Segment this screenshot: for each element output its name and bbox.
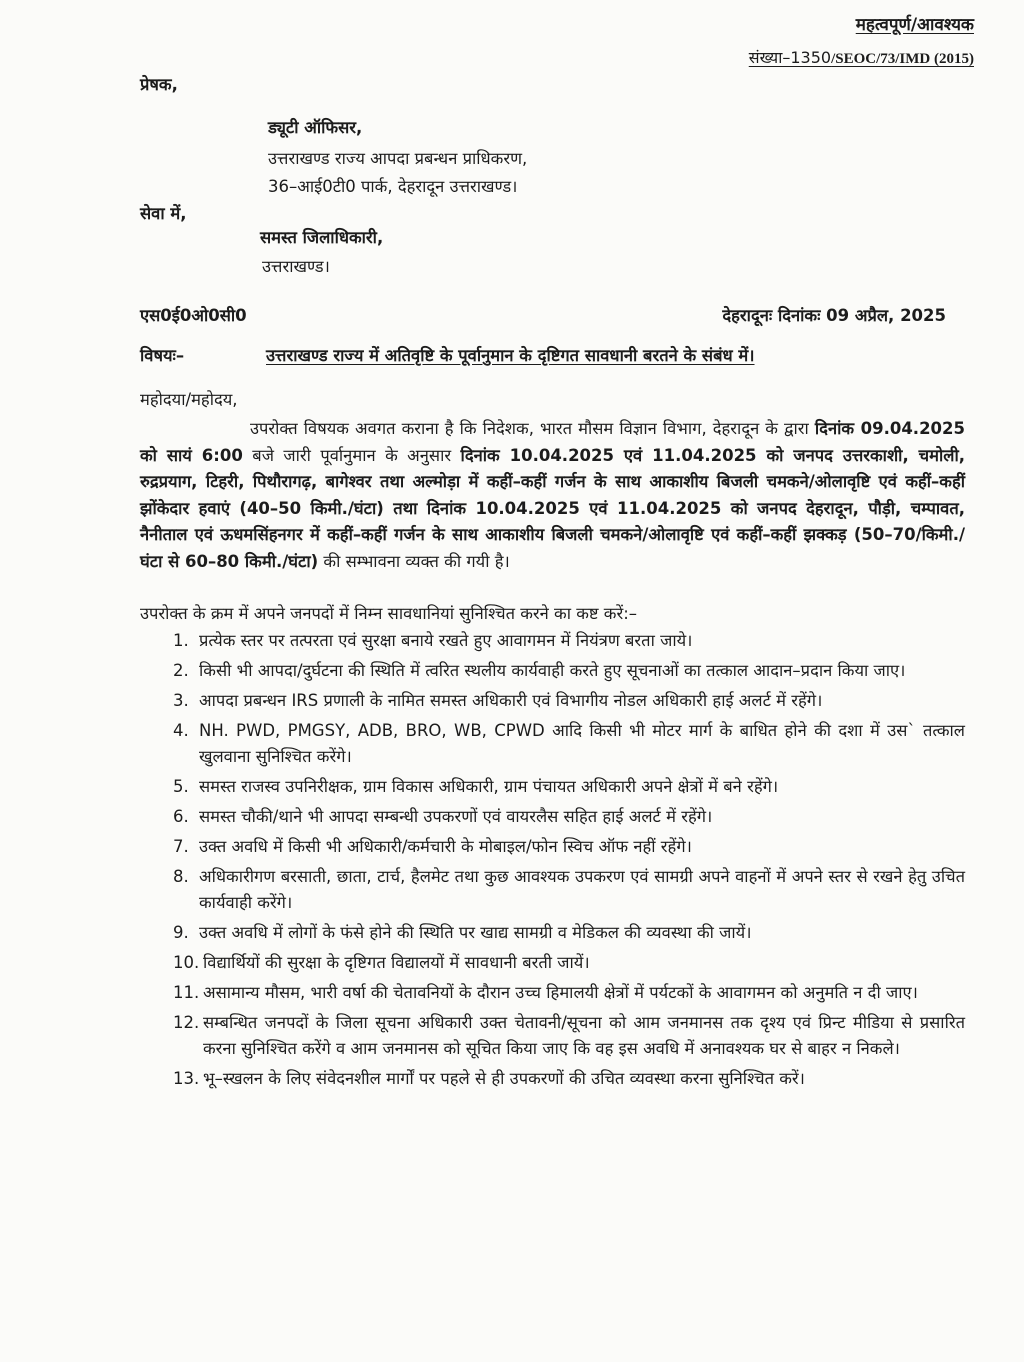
instruction-item: 1. प्रत्येक स्तर पर तत्परता एवं सुरक्षा बनाये रखते हुए आवागमन में नियंत्रण बरता जाये।	[173, 631, 693, 650]
body-issue-date: दिनांक 09.04.2025 को सायं 6:00	[140, 419, 965, 465]
body-text-2: बजे जारी पूर्वानुमान के अनुसार	[242, 445, 461, 465]
subject-label: विषयः–	[140, 346, 185, 365]
instruction-item: 13. भू–स्खलन के लिए संवेदनशील मार्गों पर पहले से ही उपकरणों की उचित व्यवस्था करना सुनिश्चित करें।	[173, 1069, 805, 1088]
recipient-place: उत्तराखण्ड।	[262, 257, 330, 276]
sender-address: 36–आई0टी0 पार्क, देहरादून उत्तराखण्ड।	[268, 177, 518, 196]
instruction-item: 5. समस्त राजस्व उपनिरीक्षक, ग्राम विकास अधिकारी, ग्राम पंचायत अधिकारी अपने क्षेत्रों में बने रहेंगे।	[173, 777, 779, 796]
body-text-1: उपरोक्त विषयक अवगत कराना है कि निदेशक, भारत मौसम विज्ञान विभाग, देहरादून के द्वारा	[250, 419, 815, 438]
place-date: देहरादूनः दिनांकः 09 अप्रैल, 2025	[722, 306, 946, 325]
body-forecast: दिनांक 10.04.2025 एवं 11.04.2025 को जनपद उत्तरकाशी, चमोली, रुद्रप्रयाग, टिहरी, पिथौरागढ़, बागेश्वर तथा अल्मोड़ा में कहीं–कहीं गर्जन के साथ आकाशीय बिजली चमकने/ओलावृष्टि एवं कहीं–कहीं झोंकेदार हवाएं (40–50 किमी./घंटा) तथा दिनांक 10.04.2025 एवं 11.04.2025 को जनपद देहरादून, पौड़ी, चम्पावत, नैनीताल एवं ऊधमसिंहनगर में कहीं–कहीं गर्जन के साथ आकाशीय बिजली चमकने/ओलावृष्टि एवं कहीं–कहीं झक्कड़ (50–70/किमी./घंटा से 60–80 किमी./घंटा)	[140, 445, 965, 571]
recipient-name: समस्त जिलाधिकारी,	[260, 228, 384, 247]
body-text-3: की सम्भावना व्यक्त की गयी है।	[318, 551, 510, 571]
instruction-item: 9. उक्त अवधि में लोगों के फंसे होने की स्थिति पर खाद्य सामग्री व मेडिकल की व्यवस्था की जायें।	[173, 923, 752, 942]
priority-marking: महत्वपूर्ण/आवश्यक	[855, 15, 974, 35]
subject-text: उत्तराखण्ड राज्य में अतिवृष्टि के पूर्वानुमान के दृष्टिगत सावधानी बरतने के संबंध में।	[266, 346, 755, 365]
body-paragraph	[140, 416, 965, 575]
instruction-item: 6. समस्त चौकी/थाने भी आपदा सम्बन्धी उपकरणों एवं वायरलैस सहित हाई अलर्ट में रहेंगे।	[173, 807, 713, 826]
salutation: महोदया/महोदय,	[140, 390, 238, 409]
instruction-item: 3. आपदा प्रबन्धन IRS प्रणाली के नामित समस्त अधिकारी एवं विभागीय नोडल अधिकारी हाई अलर्ट में रहेंगे।	[173, 691, 823, 710]
instruction-item: 2. किसी भी आपदा/दुर्घटना की स्थिति में त्वरित स्थलीय कार्यवाही करते हुए सूचनाओं का तत्काल आदान–प्रदान किया जाए।	[173, 661, 906, 680]
office-code: एस0ई0ओ0सी0	[140, 306, 247, 325]
instruction-item: 4. NH. PWD, PMGSY, ADB, BRO, WB, CPWD आदि किसी भी मोटर मार्ग के बाधित होने की दशा में उस` तत्काल खुलवाना सुनिश्चित करेंगे।	[173, 721, 965, 766]
instruction-item: 7. उक्त अवधि में किसी भी अधिकारी/कर्मचारी के मोबाइल/फोन स्विच ऑफ नहीं रहेंगे।	[173, 837, 692, 856]
instruction-list	[173, 628, 965, 1096]
instruction-item: 8. अधिकारीगण बरसाती, छाता, टार्च, हैलमेट तथा कुछ आवश्यक उपकरण एवं सामग्री अपने वाहनों में अपने स्तर से रखने हेतु उचित कार्यवाही करेंगे।	[173, 867, 965, 912]
instruction-item: 11. असामान्य मौसम, भारी वर्षा की चेतावनियों के दौरान उच्च हिमालयी क्षेत्रों में पर्यटकों के आवागमन को अनुमति न दी जाए।	[173, 983, 918, 1002]
sender-label: प्रेषक,	[140, 75, 178, 94]
sender-organization: उत्तराखण्ड राज्य आपदा प्रबन्धन प्राधिकरण,	[268, 149, 528, 168]
instruction-item: 12. सम्बन्धित जनपदों के जिला सूचना अधिकारी उक्त चेतावनी/सूचना को आम जनमानस तक दृश्य एवं प्रिन्ट मीडिया से प्रसारित करना सुनिश्चित करेंगे व आम जनमानस को सूचित किया जाए कि वह इस अवधि में अनावश्यक घर से बाहर न निकले।	[173, 1013, 965, 1058]
reference-prefix: संख्या–1350	[748, 48, 832, 67]
reference-code: /SEOC/73/IMD (2015)	[831, 51, 974, 67]
sender-designation: ड्यूटी ऑफिसर,	[268, 118, 363, 137]
body-instruction-intro: उपरोक्त के क्रम में अपने जनपदों में निम्न सावधानियां सुनिश्चित करने का कष्ट करें:–	[140, 604, 638, 623]
reference-number	[749, 46, 974, 68]
instruction-item: 10. विद्यार्थियों की सुरक्षा के दृष्टिगत विद्यालयों में सावधानी बरती जायें।	[173, 953, 590, 972]
recipient-label: सेवा में,	[140, 204, 187, 223]
